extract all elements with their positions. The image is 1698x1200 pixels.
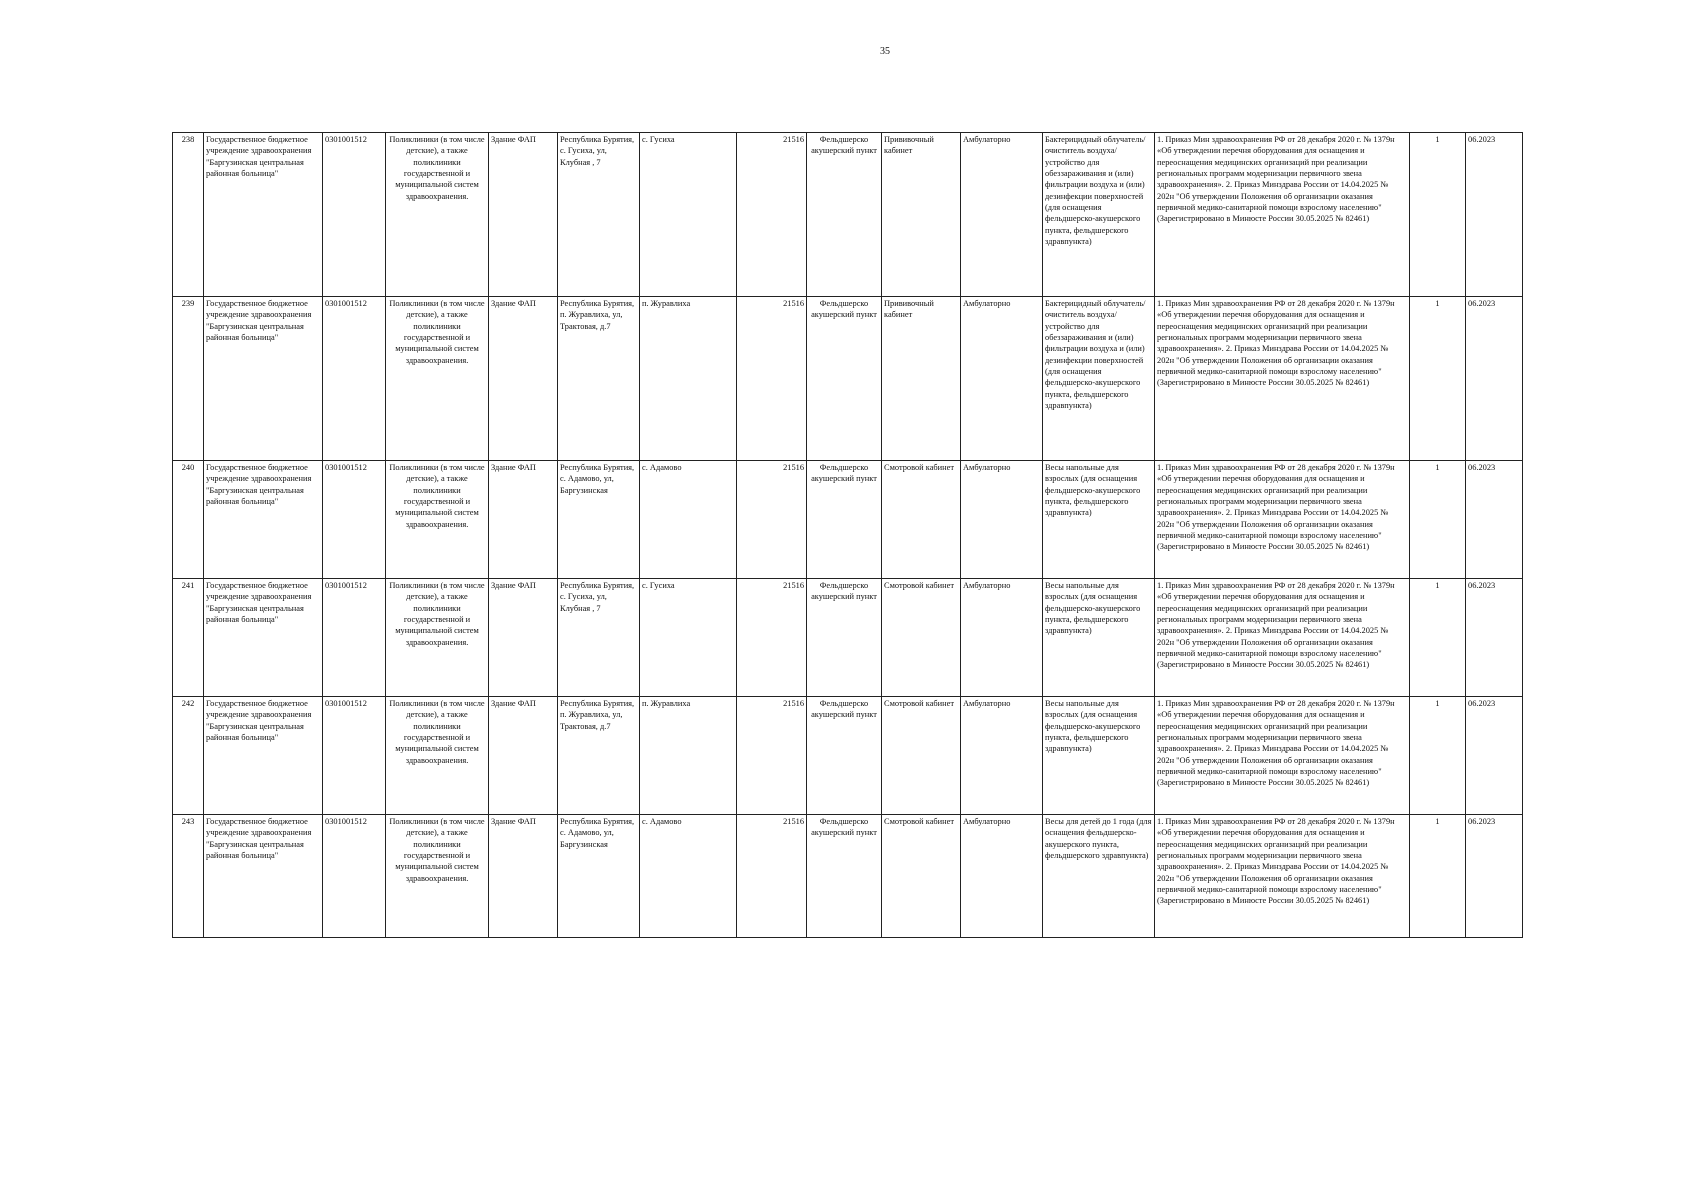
- room-cell: Смотровой кабинет: [882, 697, 961, 815]
- table-row: [173, 697, 1523, 815]
- date-cell: 06.2023: [1466, 297, 1523, 461]
- building-cell: Здание ФАП: [489, 297, 558, 461]
- address-cell: Республика Бурятия, с. Гусиха, ул, Клубная , 7: [558, 579, 640, 697]
- room-cell: Смотровой кабинет: [882, 815, 961, 938]
- quantity-cell: 1: [1410, 461, 1466, 579]
- facility-type-cell: Поликлиники (в том числе детские), а также поликлиники государственной и муниципальной систем здравоохранения.: [386, 297, 489, 461]
- settlement-cell: с. Адамово: [640, 815, 737, 938]
- quantity-cell: 1: [1410, 133, 1466, 297]
- inn-cell: 0301001512: [323, 697, 386, 815]
- inn-cell: 0301001512: [323, 579, 386, 697]
- legal-basis-cell: 1. Приказ Мин здравоохранения РФ от 28 декабря 2020 г. № 1379н «Об утверждении перечня оборудования для оснащения и переоснащения медицинских организаций при реализации региональных программ модернизации первичного звена здравоохранения». 2. Приказ Минздрава России от 14.04.2025 № 202н "Об утверждении Положения об организации оказания первичной медико-санитарной помощи взрослому населению" (Зарегистрировано в Минюсте России 30.05.2025 № 82461): [1155, 133, 1410, 297]
- care-type-cell: Амбулаторно: [961, 461, 1043, 579]
- row-number-cell: 238: [173, 133, 204, 297]
- care-type-cell: Амбулаторно: [961, 297, 1043, 461]
- row-number-cell: 241: [173, 579, 204, 697]
- table-row: [173, 297, 1523, 461]
- quantity-cell: 1: [1410, 579, 1466, 697]
- facility-type-cell: Поликлиники (в том числе детские), а также поликлиники государственной и муниципальной систем здравоохранения.: [386, 579, 489, 697]
- inn-cell: 0301001512: [323, 461, 386, 579]
- unit-cell: Фельдшерско акушерский пункт: [807, 297, 882, 461]
- legal-basis-cell: 1. Приказ Мин здравоохранения РФ от 28 декабря 2020 г. № 1379н «Об утверждении перечня оборудования для оснащения и переоснащения медицинских организаций при реализации региональных программ модернизации первичного звена здравоохранения». 2. Приказ Минздрава России от 14.04.2025 № 202н "Об утверждении Положения об организации оказания первичной медико-санитарной помощи взрослому населению" (Зарегистрировано в Минюсте России 30.05.2025 № 82461): [1155, 461, 1410, 579]
- quantity-cell: 1: [1410, 815, 1466, 938]
- date-cell: 06.2023: [1466, 579, 1523, 697]
- address-cell: Республика Бурятия, п. Журавлиха, ул, Трактовая, д.7: [558, 697, 640, 815]
- inn-cell: 0301001512: [323, 133, 386, 297]
- equipment-cell: Весы напольные для взрослых (для оснащения фельдшерско-акушерского пункта, фельдшерского здравпункта): [1043, 579, 1155, 697]
- care-type-cell: Амбулаторно: [961, 815, 1043, 938]
- code-cell: 21516: [737, 579, 807, 697]
- legal-basis-cell: 1. Приказ Мин здравоохранения РФ от 28 декабря 2020 г. № 1379н «Об утверждении перечня оборудования для оснащения и переоснащения медицинских организаций при реализации региональных программ модернизации первичного звена здравоохранения». 2. Приказ Минздрава России от 14.04.2025 № 202н "Об утверждении Положения об организации оказания первичной медико-санитарной помощи взрослому населению" (Зарегистрировано в Минюсте России 30.05.2025 № 82461): [1155, 815, 1410, 938]
- facility-type-cell: Поликлиники (в том числе детские), а также поликлиники государственной и муниципальной систем здравоохранения.: [386, 697, 489, 815]
- building-cell: Здание ФАП: [489, 133, 558, 297]
- equipment-cell: Бактерицидный облучатель/очиститель воздуха/устройство для обеззараживания и (или) фильтрации воздуха и (или) дезинфекции поверхностей (для оснащения фельдшерско-акушерского пункта, фельдшерского здравпункта): [1043, 133, 1155, 297]
- facility-type-cell: Поликлиники (в том числе детские), а также поликлиники государственной и муниципальной систем здравоохранения.: [386, 133, 489, 297]
- unit-cell: Фельдшерско акушерский пункт: [807, 461, 882, 579]
- address-cell: Республика Бурятия, п. Журавлиха, ул, Трактовая, д.7: [558, 297, 640, 461]
- quantity-cell: 1: [1410, 297, 1466, 461]
- legal-basis-cell: 1. Приказ Мин здравоохранения РФ от 28 декабря 2020 г. № 1379н «Об утверждении перечня оборудования для оснащения и переоснащения медицинских организаций при реализации региональных программ модернизации первичного звена здравоохранения». 2. Приказ Минздрава России от 14.04.2025 № 202н "Об утверждении Положения об организации оказания первичной медико-санитарной помощи взрослому населению" (Зарегистрировано в Минюсте России 30.05.2025 № 82461): [1155, 297, 1410, 461]
- settlement-cell: с. Гусиха: [640, 133, 737, 297]
- code-cell: 21516: [737, 133, 807, 297]
- organization-cell: Государственное бюджетное учреждение здравоохранения "Баргузинская центральная районная больница": [204, 815, 323, 938]
- facility-type-cell: Поликлиники (в том числе детские), а также поликлиники государственной и муниципальной систем здравоохранения.: [386, 461, 489, 579]
- table-row: [173, 815, 1523, 938]
- address-cell: Республика Бурятия, с. Гусиха, ул, Клубная , 7: [558, 133, 640, 297]
- building-cell: Здание ФАП: [489, 579, 558, 697]
- settlement-cell: с. Гусиха: [640, 579, 737, 697]
- room-cell: Смотровой кабинет: [882, 461, 961, 579]
- quantity-cell: 1: [1410, 697, 1466, 815]
- inn-cell: 0301001512: [323, 297, 386, 461]
- row-number-cell: 243: [173, 815, 204, 938]
- room-cell: Прививочный кабинет: [882, 133, 961, 297]
- organization-cell: Государственное бюджетное учреждение здравоохранения "Баргузинская центральная районная больница": [204, 461, 323, 579]
- legal-basis-cell: 1. Приказ Мин здравоохранения РФ от 28 декабря 2020 г. № 1379н «Об утверждении перечня оборудования для оснащения и переоснащения медицинских организаций при реализации региональных программ модернизации первичного звена здравоохранения». 2. Приказ Минздрава России от 14.04.2025 № 202н "Об утверждении Положения об организации оказания первичной медико-санитарной помощи взрослому населению" (Зарегистрировано в Минюсте России 30.05.2025 № 82461): [1155, 579, 1410, 697]
- row-number-cell: 239: [173, 297, 204, 461]
- organization-cell: Государственное бюджетное учреждение здравоохранения "Баргузинская центральная районная больница": [204, 133, 323, 297]
- equipment-cell: Весы напольные для взрослых (для оснащения фельдшерско-акушерского пункта, фельдшерского здравпункта): [1043, 697, 1155, 815]
- settlement-cell: п. Журавлиха: [640, 297, 737, 461]
- code-cell: 21516: [737, 297, 807, 461]
- date-cell: 06.2023: [1466, 133, 1523, 297]
- organization-cell: Государственное бюджетное учреждение здравоохранения "Баргузинская центральная районная больница": [204, 297, 323, 461]
- care-type-cell: Амбулаторно: [961, 697, 1043, 815]
- organization-cell: Государственное бюджетное учреждение здравоохранения "Баргузинская центральная районная больница": [204, 697, 323, 815]
- care-type-cell: Амбулаторно: [961, 579, 1043, 697]
- address-cell: Республика Бурятия, с. Адамово, ул, Баргузинская: [558, 815, 640, 938]
- address-cell: Республика Бурятия, с. Адамово, ул, Баргузинская: [558, 461, 640, 579]
- building-cell: Здание ФАП: [489, 815, 558, 938]
- equipment-cell: Весы для детей до 1 года (для оснащения фельдшерско-акушерского пункта, фельдшерского здравпункта): [1043, 815, 1155, 938]
- row-number-cell: 242: [173, 697, 204, 815]
- legal-basis-cell: 1. Приказ Мин здравоохранения РФ от 28 декабря 2020 г. № 1379н «Об утверждении перечня оборудования для оснащения и переоснащения медицинских организаций при реализации региональных программ модернизации первичного звена здравоохранения». 2. Приказ Минздрава России от 14.04.2025 № 202н "Об утверждении Положения об организации оказания первичной медико-санитарной помощи взрослому населению" (Зарегистрировано в Минюсте России 30.05.2025 № 82461): [1155, 697, 1410, 815]
- inn-cell: 0301001512: [323, 815, 386, 938]
- table-row: [173, 461, 1523, 579]
- table-row: [173, 579, 1523, 697]
- date-cell: 06.2023: [1466, 815, 1523, 938]
- date-cell: 06.2023: [1466, 697, 1523, 815]
- unit-cell: Фельдшерско акушерский пункт: [807, 579, 882, 697]
- unit-cell: Фельдшерско акушерский пункт: [807, 133, 882, 297]
- care-type-cell: Амбулаторно: [961, 133, 1043, 297]
- row-number-cell: 240: [173, 461, 204, 579]
- building-cell: Здание ФАП: [489, 697, 558, 815]
- equipment-registry-table: [172, 132, 1523, 938]
- settlement-cell: с. Адамово: [640, 461, 737, 579]
- building-cell: Здание ФАП: [489, 461, 558, 579]
- date-cell: 06.2023: [1466, 461, 1523, 579]
- page-number: 35: [880, 46, 890, 57]
- equipment-cell: Бактерицидный облучатель/очиститель воздуха/устройство для обеззараживания и (или) фильтрации воздуха и (или) дезинфекции поверхностей (для оснащения фельдшерско-акушерского пункта, фельдшерского здравпункта): [1043, 297, 1155, 461]
- unit-cell: Фельдшерско акушерский пункт: [807, 697, 882, 815]
- table-row: [173, 133, 1523, 297]
- organization-cell: Государственное бюджетное учреждение здравоохранения "Баргузинская центральная районная больница": [204, 579, 323, 697]
- room-cell: Прививочный кабинет: [882, 297, 961, 461]
- facility-type-cell: Поликлиники (в том числе детские), а также поликлиники государственной и муниципальной систем здравоохранения.: [386, 815, 489, 938]
- room-cell: Смотровой кабинет: [882, 579, 961, 697]
- unit-cell: Фельдшерско акушерский пункт: [807, 815, 882, 938]
- settlement-cell: п. Журавлиха: [640, 697, 737, 815]
- code-cell: 21516: [737, 815, 807, 938]
- equipment-cell: Весы напольные для взрослых (для оснащения фельдшерско-акушерского пункта, фельдшерского здравпункта): [1043, 461, 1155, 579]
- code-cell: 21516: [737, 461, 807, 579]
- code-cell: 21516: [737, 697, 807, 815]
